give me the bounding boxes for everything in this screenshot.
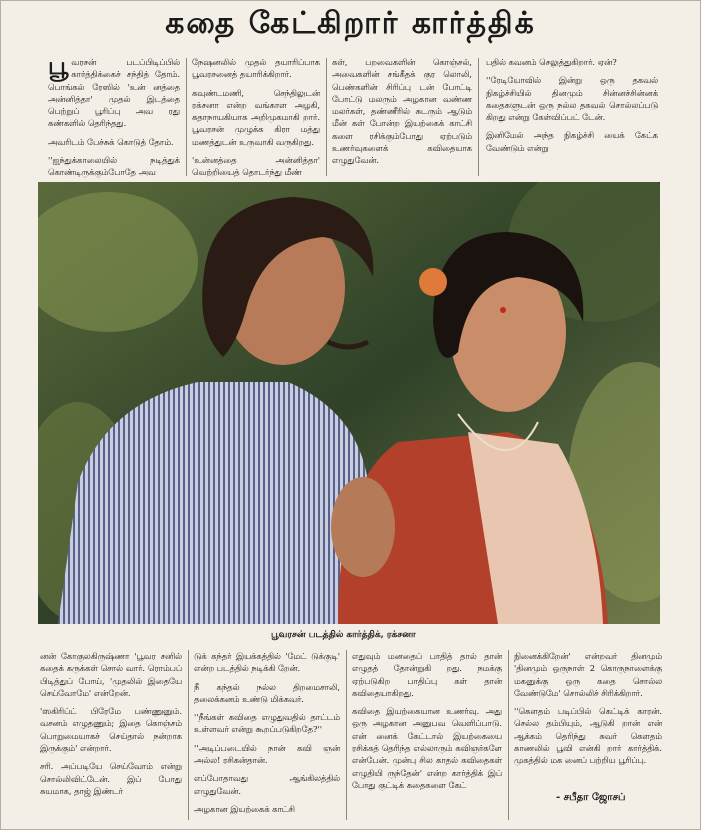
dropcap: பூ [48, 51, 69, 80]
paragraph: ''அடிப்படையில் நான் கவி ஞன் அல்ல! ரசிகன்தான். [194, 742, 340, 766]
paragraph: எதுவும் மனதைப் பாதித் தால் தான் எழுதத் தோன்றுகி றது. நமக்கு ஏற்படுகிற பாதிப்பு கள் தான் கவிதையாகிறது. [352, 651, 502, 698]
paragraph: 'ஸகிரிப்ட் பிரேமே பண்ணுனும். வசனம் எழுதணும்; இதை கொஞ்சம் பொறுமையாகச் செய்தால் நன்றாக இருக்கும்' என்றார். [40, 706, 182, 754]
article-column-1 [48, 51, 180, 185]
headline: கதை கேட்கிறார் கார்த்திக் [165, 6, 536, 41]
paragraph: ''கௌதம் படிப்பில் கெட்டிக் காரன். செல்ல தம்பியும், ஆடுகி றான் என் ஆக்கம் தெரிந்து சுவர் கௌதம் காணலில் பூவி என்கி றார் கார்த்திக். முகத்தில் மக னைப் பற்றிய பூரிப்பு. [514, 706, 662, 766]
paragraph-text: வரசன் படப்பிடிப்பில் கார்த்திக்கைச் சந்தித் தோம். பொங்கல் ரேஸில் 'உன் னத்தை அன்னித்தா' முதல் இடத்தை பெற்றுப் பூரிப்பு அவ ரது கண்களில் தெரிந்தது. [48, 57, 180, 129]
article-column-6 [194, 650, 340, 821]
paragraph: நேஷனலில் முதல் தயாரிப்பாக பூவரசனைத் தயாரிக்கிறார். [192, 57, 320, 80]
paragraph: இனிமேல் அந்த நிகழ்ச்சி யைக் கேட்க வேண்டும் என்று [486, 130, 658, 153]
paragraph: ''நீங்கள் கவிதை எழுதுவதில் தாட்டம் உள்ளவர் என்று கூறப்படுகிறதே?'' [194, 712, 340, 735]
paragraph: ''ஐந்துக்காலையில் நடித்துக் கொண்டிருக்கும்போதே அவ [48, 155, 180, 178]
column-rule [326, 58, 327, 176]
column-rule [188, 650, 189, 820]
article-column-8 [514, 650, 662, 773]
column-rule [186, 58, 187, 176]
article-column-3 [332, 56, 472, 173]
movie-still-photo [38, 182, 660, 624]
paragraph: னன் கோகுலகிருஷ்ணா 'பூவர சனில் கதைக் கருக்கள் சொல் வார். ரொம்பப் பிடித்துப் போய், 'முதலில் இதையே செய்வோமே' என்றேன். [40, 651, 182, 698]
paragraph: சரி. அப்படியே செய்வோம் என்று சொல்லிவிட்டேன். இப் போது சுயமாக, தாஜ் இண்டர் [40, 761, 182, 796]
photo-illustration [38, 182, 660, 624]
paragraph: எப்போதாவது ஆங்கிலத்தில் எழுதுவேன். [194, 773, 340, 796]
column-rule [346, 650, 347, 820]
paragraph: கவுண்டமணி, செந்திலுடன் ரக்சனா என்ற வங்காள அழகி, கதாநாயகியாக அறிமுகமாகி றார். பூவரசன் முழுக்க கிரா மத்து மணத்துடன் உருவாகி வருகிறது. [192, 87, 320, 147]
article-column-7 [352, 650, 502, 797]
paragraph: டுக் கந்தர் இயக்கத்தில் 'மேட் டுக்குடி' என்ற படத்தில் நடிக்கி றேன். [194, 651, 340, 674]
column-rule [508, 650, 509, 820]
paragraph: அழகான இயற்கைக் காட்சி [194, 803, 295, 814]
paragraph: அவரிடம் பேச்சுக் கொடுத் தோம். [48, 136, 174, 147]
photo-caption: பூவரசன் படத்தில் கார்த்திக், ரக்சனா [271, 630, 416, 640]
paragraph: கள், பறவைகளின் கொஞ்சல், அவைகளின் சங்கீதக் குர லொலி, பெண்களின் சிரிப்பு டன் போட்டி போட்டு மலரும் அழகான வண்ண மலர்கள், தண்ணீரில் சுடரும் ஆடும் மீன் கள் போன்ற இயற்கைக் காட்சி களை ரசிக்கும்போது ஏற்படும் உணர்வுகளைக் கவிதையாக எழுதுவேன். [332, 57, 472, 166]
paragraph: பதில் கவனம் செலுத்துகிறார். ஏன்? [486, 57, 617, 67]
article-column-2 [192, 56, 320, 185]
paragraph: 'உன்னத்தை அன்னித்தா' வெற்றியைத் தொடர்ந்து மீண் [192, 155, 320, 178]
paragraph [48, 51, 180, 130]
paragraph: நீ கந்தல் நல்ல திறமைசாலி, தலைக்கனம் உண்டு மிக்கவர். [194, 681, 340, 704]
column-rule [478, 58, 479, 176]
paragraph: நினைக்கிறேன்' என்றவர் தினமும் 'தினமும் ஒருநாள் 2 கொருநாளைக்கு மகனுக்கு ஒரு கதை சொல்ல வேண்டுமே' சொல்லிச் சிரிக்கிறார். [514, 651, 662, 698]
paragraph: கவிதை இயற்கையான உணர்வு. அது ஒரு அழகான அனுபவ வெளிப்பாடு. என் னைக் கேட்டால் இயற்கையை ரசிக்கத் தெரிந்த எல்லாரும் கவிஞர்களே என்பேன். முன்பு சில காதல் கவிதைகள் எழுதியி ருந்தேன்' என்ற கார்த்திக் இப் போது குட்டிக் கதைகளை கேட் [352, 706, 502, 790]
paragraph: ''ரேடியோவில் இன்று ஒரு தகவல் நிகழ்ச்சியில் தினமும் சின்னச்சின்னக் கதைகளுடன் ஒரு நல்ல தகவல் சொல்லப்படு கிறது என்று கேள்விப்பட் டேன். [486, 75, 658, 123]
article-column-5 [40, 650, 182, 803]
author-signature: - சபீதா ஜோசப் [556, 792, 626, 803]
article-column-4 [486, 56, 658, 160]
